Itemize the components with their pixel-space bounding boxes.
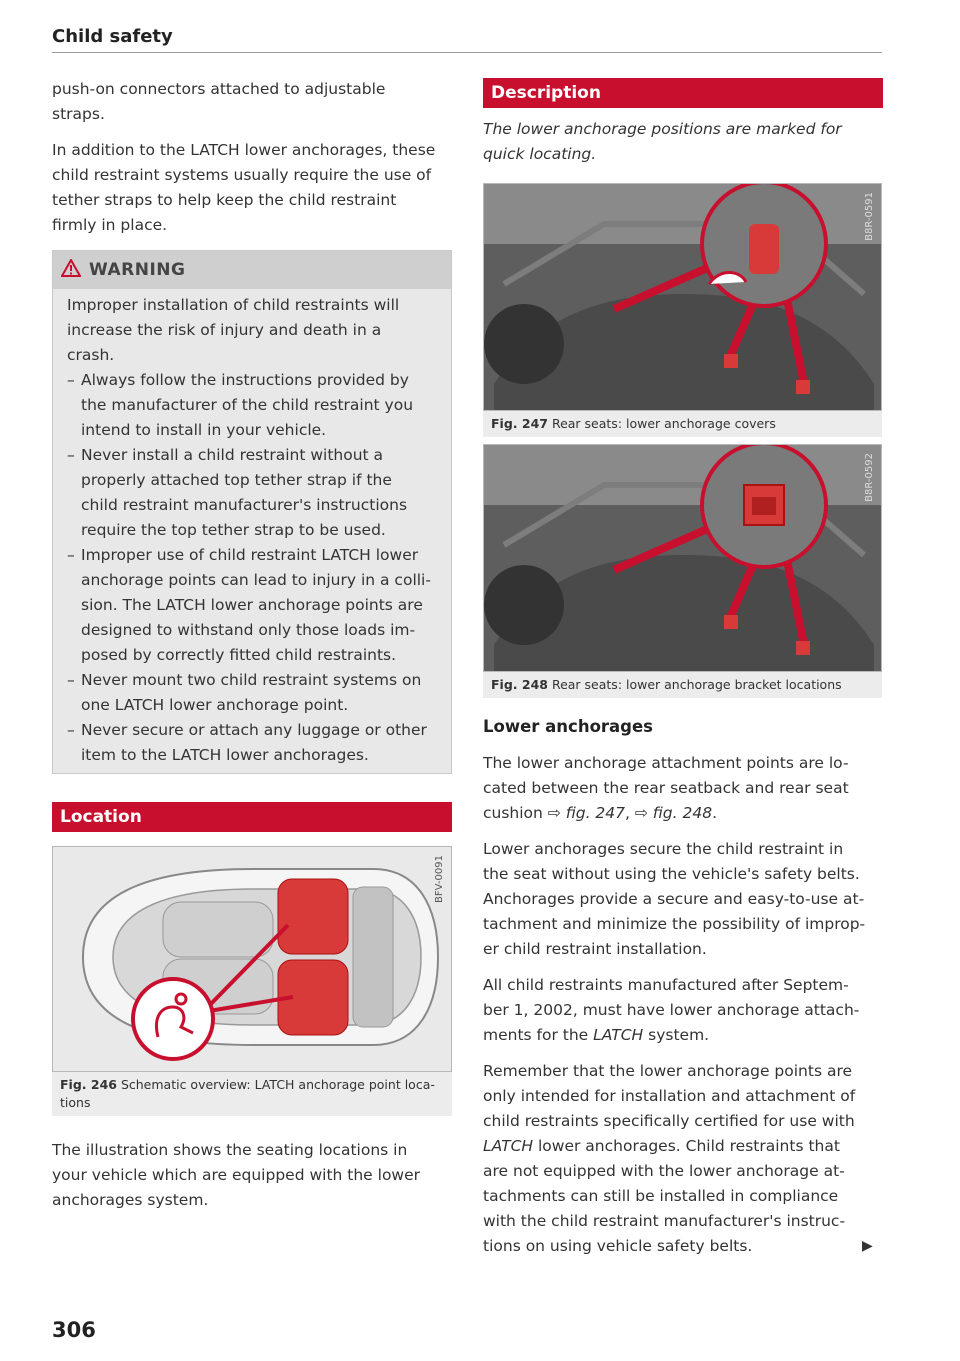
fig-248-caption [483, 672, 882, 698]
text-line: your vehicle which are equipped with the lower [52, 1166, 421, 1184]
page-number: 306 [52, 1318, 96, 1342]
text-line: designed to withstand only those loads im- [81, 621, 416, 639]
figure-number: Fig. 246 [60, 1077, 117, 1092]
caption-text: Rear seats: lower anchorage covers [551, 416, 776, 431]
figure-code: B8R-0591 [864, 192, 875, 241]
car-top-view-illustration [53, 847, 452, 1072]
fig-248-reference-link[interactable]: ⇨ fig. 248 [634, 804, 713, 822]
fig-246-caption [52, 1072, 452, 1116]
caption-text: Rear seats: lower anchorage bracket locations [551, 677, 842, 692]
manufacture-date-paragraph [483, 973, 883, 1048]
list-item [67, 668, 437, 718]
warning-box [52, 250, 452, 774]
text-line: child restraints specifically certified for use with [483, 1112, 855, 1130]
rear-seat-covers-illustration [484, 184, 882, 411]
text-line: properly attached top tether strap if the [81, 471, 392, 489]
warning-header [53, 251, 451, 289]
illustration-paragraph [52, 1138, 452, 1213]
warning-content [53, 289, 451, 768]
text-line: er child restraint installation. [483, 940, 707, 958]
text-line: require the top tether strap to be used. [81, 521, 386, 539]
list-item [67, 443, 437, 543]
text-line: tions on using vehicle safety belts. [483, 1237, 753, 1255]
header-divider [52, 52, 882, 53]
text-line: All child restraints manufactured after Septem- [483, 976, 849, 994]
text-line: anchorages system. [52, 1191, 209, 1209]
text-fragment: cushion [483, 804, 548, 822]
continue-arrow-icon: ▶ [862, 1238, 873, 1254]
location-heading: Location [52, 802, 452, 832]
warning-list [67, 368, 437, 768]
text-line: child restraint systems usually require the use of [52, 166, 432, 184]
text-line: tachments can still be installed in compliance [483, 1187, 839, 1205]
list-item [67, 368, 437, 443]
text-line: the manufacturer of the child restraint you [81, 396, 414, 414]
text-line: item to the LATCH lower anchorages. [81, 746, 369, 764]
lower-anchorages-heading: Lower anchorages [483, 717, 654, 736]
text-line: cated between the rear seatback and rear seat [483, 779, 849, 797]
text-line: the seat without using the vehicle's safety belts. [483, 865, 860, 883]
text-fragment: LATCH [593, 1026, 644, 1044]
caption-text: tions [60, 1095, 91, 1110]
text-fragment: . [712, 804, 718, 822]
text-line: quick locating. [483, 145, 597, 163]
text-line: intend to install in your vehicle. [81, 421, 327, 439]
certification-paragraph [483, 1059, 883, 1259]
list-item [67, 718, 437, 768]
text-line: The lower anchorage attachment points are lo- [483, 754, 849, 772]
text-line: anchorage points can lead to injury in a colli- [81, 571, 431, 589]
text-fragment: ments for the [483, 1026, 594, 1044]
text-fragment: , [625, 804, 635, 822]
text-line: are not equipped with the lower anchorage at- [483, 1162, 845, 1180]
text-line: sion. The LATCH lower anchorage points are [81, 596, 423, 614]
intro-paragraph [52, 77, 452, 127]
text-line: ber 1, 2002, must have lower anchorage attach- [483, 1001, 860, 1019]
description-italic [483, 117, 883, 167]
text-line: only intended for installation and attachment of [483, 1087, 856, 1105]
text-line: with the child restraint manufacturer's instruc- [483, 1212, 846, 1230]
fig-248-photo [483, 444, 882, 672]
text-line: straps. [52, 105, 105, 123]
text-line: Anchorages provide a secure and easy-to-use at- [483, 890, 865, 908]
text-line: Never secure or attach any luggage or other [81, 721, 427, 739]
text-line [483, 1134, 883, 1159]
fig-247-caption [483, 411, 882, 437]
text-fragment: system. [643, 1026, 710, 1044]
text-line: firmly in place. [52, 216, 168, 234]
figure-code: BFV-0091 [434, 855, 445, 903]
text-fragment: LATCH [483, 1137, 534, 1155]
description-heading: Description [483, 78, 883, 108]
figure-code: B8R-0592 [864, 453, 875, 502]
fig-247-photo [483, 183, 882, 411]
text-line: tachment and minimize the possibility of improp- [483, 915, 866, 933]
text-line: The lower anchorage positions are marked for [483, 120, 842, 138]
rear-seat-brackets-illustration [484, 445, 882, 672]
fig-246-illustration [52, 846, 452, 1072]
text-line: Improper use of child restraint LATCH lower [81, 546, 419, 564]
text-line: Lower anchorages secure the child restraint in [483, 840, 844, 858]
text-line: posed by correctly fitted child restraints. [81, 646, 397, 664]
text-line: Never mount two child restraint systems on [81, 671, 422, 689]
text-line: Remember that the lower anchorage points are [483, 1062, 853, 1080]
text-line: Always follow the instructions provided by [81, 371, 409, 389]
warning-triangle-icon [61, 259, 81, 281]
list-item [67, 543, 437, 668]
text-line: crash. [67, 346, 115, 364]
anchorage-purpose-paragraph [483, 837, 883, 962]
text-line: Never install a child restraint without a [81, 446, 384, 464]
figure-number: Fig. 248 [491, 677, 548, 692]
anchorage-location-paragraph [483, 751, 883, 826]
text-line [483, 801, 883, 826]
page-header-title: Child safety [52, 26, 173, 47]
figure-number: Fig. 247 [491, 416, 548, 431]
text-line [483, 1023, 883, 1048]
text-line: In addition to the LATCH lower anchorages, these [52, 141, 436, 159]
text-line: push-on connectors attached to adjustable [52, 80, 386, 98]
text-line: The illustration shows the seating locations in [52, 1141, 408, 1159]
warning-label: WARNING [89, 260, 186, 280]
text-line: tether straps to help keep the child restraint [52, 191, 397, 209]
caption-text: Schematic overview: LATCH anchorage point loca- [120, 1077, 435, 1092]
fig-247-reference-link[interactable]: ⇨ fig. 247 [547, 804, 626, 822]
text-line: one LATCH lower anchorage point. [81, 696, 349, 714]
text-fragment: lower anchorages. Child restraints that [533, 1137, 840, 1155]
text-line: child restraint manufacturer's instructions [81, 496, 408, 514]
text-line: Improper installation of child restraints will [67, 296, 400, 314]
text-line: increase the risk of injury and death in a [67, 321, 382, 339]
tether-paragraph [52, 138, 452, 238]
